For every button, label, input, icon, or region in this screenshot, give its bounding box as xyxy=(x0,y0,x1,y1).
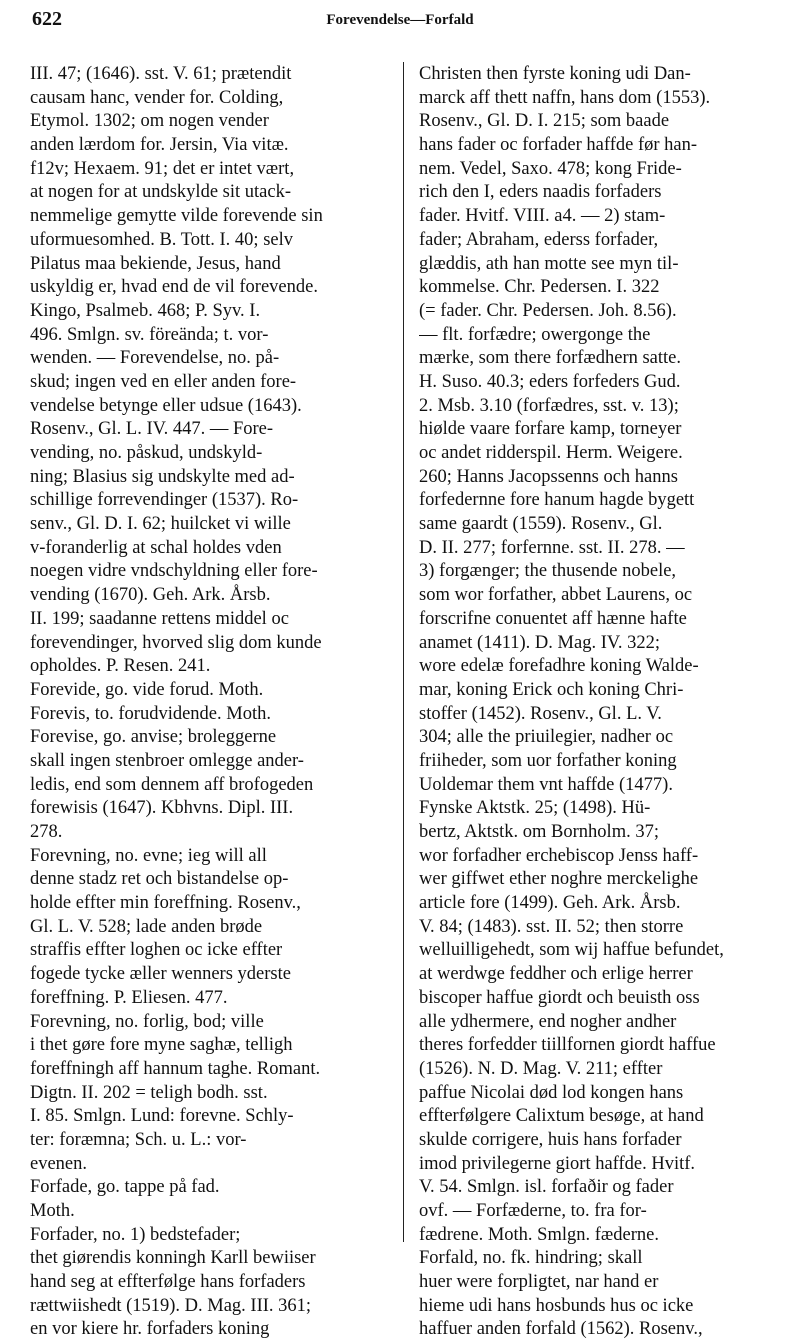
text-line: at nogen for at undskylde sit utack- xyxy=(30,182,291,203)
text-line: Rosenv., Gl. D. I. 215; som baade xyxy=(419,111,670,132)
text-line: skud; ingen ved en eller anden fore- xyxy=(30,371,297,392)
text-line: article fore (1499). Geh. Ark. Årsb. xyxy=(419,893,681,914)
text-line: 278. xyxy=(30,822,63,842)
text-line: Rosenv., Gl. L. IV. 447. — Fore- xyxy=(30,419,274,440)
text-line: Christen then fyrste koning udi Dan- xyxy=(419,64,691,84)
text-line: (= fader. Chr. Pedersen. Joh. 8.56). xyxy=(419,300,677,321)
page-number: 622 xyxy=(32,8,62,30)
text-line: Forevning, no. evne; ieg will all xyxy=(30,845,267,866)
text-line: biscoper haffue giordt och beuisth oss xyxy=(419,987,700,1008)
running-head: Forevendelse—Forfald xyxy=(326,12,474,28)
text-line: denne stadz ret och bistandelse op- xyxy=(30,869,289,890)
text-line: theres forfedder tiillfornen giordt haffue xyxy=(419,1035,716,1056)
text-line: nemmelige gemytte vilde forevende sin xyxy=(30,206,323,227)
text-line: skall ingen stenbroer omlegge ander- xyxy=(30,750,304,771)
text-line: paffue Nicolai død lod kongen hans xyxy=(419,1082,684,1103)
left-column xyxy=(30,63,394,1342)
text-line: rættwiishedt (1519). D. Mag. III. 361; xyxy=(30,1295,312,1316)
text-line: mar, koning Erick och koning Chri- xyxy=(419,679,684,700)
text-line: haffuer anden forfald (1562). Rosenv., xyxy=(419,1319,703,1340)
text-line: kommelse. Chr. Pedersen. I. 322 xyxy=(419,277,660,298)
text-line: forscrifne conuentet aff hænne hafte xyxy=(419,608,687,629)
text-line: alle ydhermere, end nogher andher xyxy=(419,1011,677,1032)
text-line: Fynske Aktstk. 25; (1498). Hü- xyxy=(419,798,651,819)
text-line: same gaardt (1559). Rosenv., Gl. xyxy=(419,514,663,535)
text-line: opholdes. P. Resen. 241. xyxy=(30,656,211,677)
column-divider xyxy=(403,62,404,1242)
text-line: forevendinger, hvorved slig dom kunde xyxy=(30,632,322,653)
text-line: fogede tycke æller wenners yderste xyxy=(30,964,291,985)
text-line: holde effter min foreffning. Rosenv., xyxy=(30,893,301,914)
text-line: nem. Vedel, Saxo. 478; kong Fride- xyxy=(419,158,682,179)
text-line: skulde corrigere, huis hans forfader xyxy=(419,1129,682,1150)
text-line: schillige forrevendinger (1537). Ro- xyxy=(30,490,299,511)
text-line: anden lærdom for. Jersin, Via vitæ. xyxy=(30,135,289,156)
text-line: wore edelæ forefadhre koning Walde- xyxy=(419,656,699,677)
text-line: thet giørendis konningh Karll bewiiser xyxy=(30,1248,316,1269)
text-line: Forevise, go. anvise; broleggerne xyxy=(30,727,277,748)
text-line: 304; alle the priuilegier, nadher oc xyxy=(419,727,674,748)
text-line: II. 199; saadanne rettens middel oc xyxy=(30,608,289,629)
text-line: welluilligehedt, som wij haffue befundet, xyxy=(419,940,724,961)
text-line: forewisis (1647). Kbhvns. Dipl. III. xyxy=(30,798,294,819)
text-line: rich den I, eders naadis forfaders xyxy=(419,182,662,203)
right-column xyxy=(419,63,783,1342)
text-line: uskyldig er, hvad end de vil forevende. xyxy=(30,277,318,298)
text-line: v-foranderlig at schal holdes vden xyxy=(30,537,282,558)
text-line: f12v; Hexaem. 91; det er intet vært, xyxy=(30,158,295,179)
text-line: i thet gøre fore myne saghæ, telligh xyxy=(30,1035,293,1056)
text-line: vendelse betynge eller udsue (1643). xyxy=(30,395,302,416)
text-line: Digtn. II. 202 = teligh bodh. sst. xyxy=(30,1082,268,1103)
text-line: marck aff thett naffn, hans dom (1553). xyxy=(419,87,711,108)
text-line: 3) forgænger; the thusende nobele, xyxy=(419,561,677,582)
text-line: straffis effter loghen oc icke effter xyxy=(30,940,283,961)
text-line: oc andet ridderspil. Herm. Weigere. xyxy=(419,443,683,463)
text-line: fædrene. Moth. Smlgn. fæderne. xyxy=(419,1224,659,1245)
text-line: bertz, Aktstk. om Bornholm. 37; xyxy=(419,822,659,842)
text-line: som wor forfather, abbet Laurens, oc xyxy=(419,585,693,606)
text-line: (1526). N. D. Mag. V. 211; effter xyxy=(419,1058,663,1079)
text-line: 2. Msb. 3.10 (forfædres, sst. v. 13); xyxy=(419,395,679,416)
text-line: noegen vidre vndschyldning eller fore- xyxy=(30,561,318,582)
text-line: evenen. xyxy=(30,1153,88,1174)
text-line: I. 85. Smlgn. Lund: forevne. Schly- xyxy=(30,1106,294,1127)
text-line: Forfade, go. tappe på fad. xyxy=(30,1177,220,1198)
text-line: Forevide, go. vide forud. Moth. xyxy=(30,679,264,700)
text-line: uformuesomhed. B. Tott. I. 40; selv xyxy=(30,229,293,250)
text-line: ter: foræmna; Sch. u. L.: vor- xyxy=(30,1129,247,1150)
text-line: ning; Blasius sig undskylte med ad- xyxy=(30,466,295,487)
text-line: Forfader, no. 1) bedstefader; xyxy=(30,1224,241,1245)
text-line: vending, no. påskud, undskyld- xyxy=(30,443,263,463)
text-line: Pilatus maa bekiende, Jesus, hand xyxy=(30,253,281,274)
text-line: imod privilegerne giort haffde. Hvitf. xyxy=(419,1153,696,1174)
text-line: wenden. — Forevendelse, no. på- xyxy=(30,348,280,369)
text-line: glæddis, ath han motte see myn til- xyxy=(419,253,679,274)
text-line: at werdwge feddher och erlige herrer xyxy=(419,964,693,985)
text-line: 496. Smlgn. sv. föreända; t. vor- xyxy=(30,324,269,345)
text-line: hans fader oc forfader haffde før han- xyxy=(419,135,698,156)
text-line: Forevis, to. forudvidende. Moth. xyxy=(30,703,271,724)
text-line: III. 47; (1646). sst. V. 61; prætendit xyxy=(30,64,292,84)
text-line: ledis, end som dennem aff brofogeden xyxy=(30,774,314,795)
text-line: foreffning. P. Eliesen. 477. xyxy=(30,987,228,1008)
text-line: stoffer (1452). Rosenv., Gl. L. V. xyxy=(419,703,662,724)
text-line: hand seg at effterfølge hans forfaders xyxy=(30,1272,306,1293)
text-line: H. Suso. 40.3; eders forfeders Gud. xyxy=(419,371,681,392)
text-line: en vor kiere hr. forfaders koning xyxy=(30,1319,270,1340)
text-line: mærke, som there forfædhern satte. xyxy=(419,348,682,369)
text-line: fader; Abraham, ederss forfader, xyxy=(419,229,659,250)
text-line: D. II. 277; forfernne. sst. II. 278. — xyxy=(419,537,685,558)
text-line: Uoldemar them vnt haffde (1477). xyxy=(419,774,673,795)
text-line: V. 54. Smlgn. isl. forfaðir og fader xyxy=(419,1177,674,1198)
text-line: Etymol. 1302; om nogen vender xyxy=(30,111,269,132)
text-line: Forfald, no. fk. hindring; skall xyxy=(419,1248,643,1269)
text-line: hiølde vaare forfare kamp, torneyer xyxy=(419,419,682,440)
text-line: 260; Hanns Jacopssenns och hanns xyxy=(419,466,678,487)
text-line: ovf. — Forfæderne, to. fra for- xyxy=(419,1201,647,1221)
text-line: huer were forpligtet, nar hand er xyxy=(419,1272,659,1293)
text-line: Moth. xyxy=(30,1201,75,1221)
text-line: effterfølgere Calixtum besøge, at hand xyxy=(419,1106,704,1127)
text-line: foreffningh aff hannum taghe. Romant. xyxy=(30,1058,321,1079)
text-line: vending (1670). Geh. Ark. Årsb. xyxy=(30,585,271,606)
text-line: Forevning, no. forlig, bod; ville xyxy=(30,1011,264,1032)
text-line: V. 84; (1483). sst. II. 52; then storre xyxy=(419,916,684,937)
text-line: wer giffwet ether noghre merckelighe xyxy=(419,869,699,890)
text-line: hieme udi hans hosbunds hus oc icke xyxy=(419,1295,694,1316)
text-line: wor forfadher erchebiscop Jenss haff- xyxy=(419,845,699,866)
text-line: Gl. L. V. 528; lade anden brøde xyxy=(30,916,263,937)
text-line: — flt. forfædre; owergonge the xyxy=(419,324,651,345)
text-line: forfedernne fore hanum hagde bygett xyxy=(419,490,695,511)
text-line: Kingo, Psalmeb. 468; P. Syv. I. xyxy=(30,300,261,321)
text-line: causam hanc, vender for. Colding, xyxy=(30,87,284,108)
text-line: anamet (1411). D. Mag. IV. 322; xyxy=(419,632,660,653)
text-line: fader. Hvitf. VIII. a4. — 2) stam- xyxy=(419,206,666,227)
text-line: friiheder, som uor forfather koning xyxy=(419,750,677,771)
text-line: senv., Gl. D. I. 62; huilcket vi wille xyxy=(30,514,291,535)
page-header xyxy=(0,8,800,38)
